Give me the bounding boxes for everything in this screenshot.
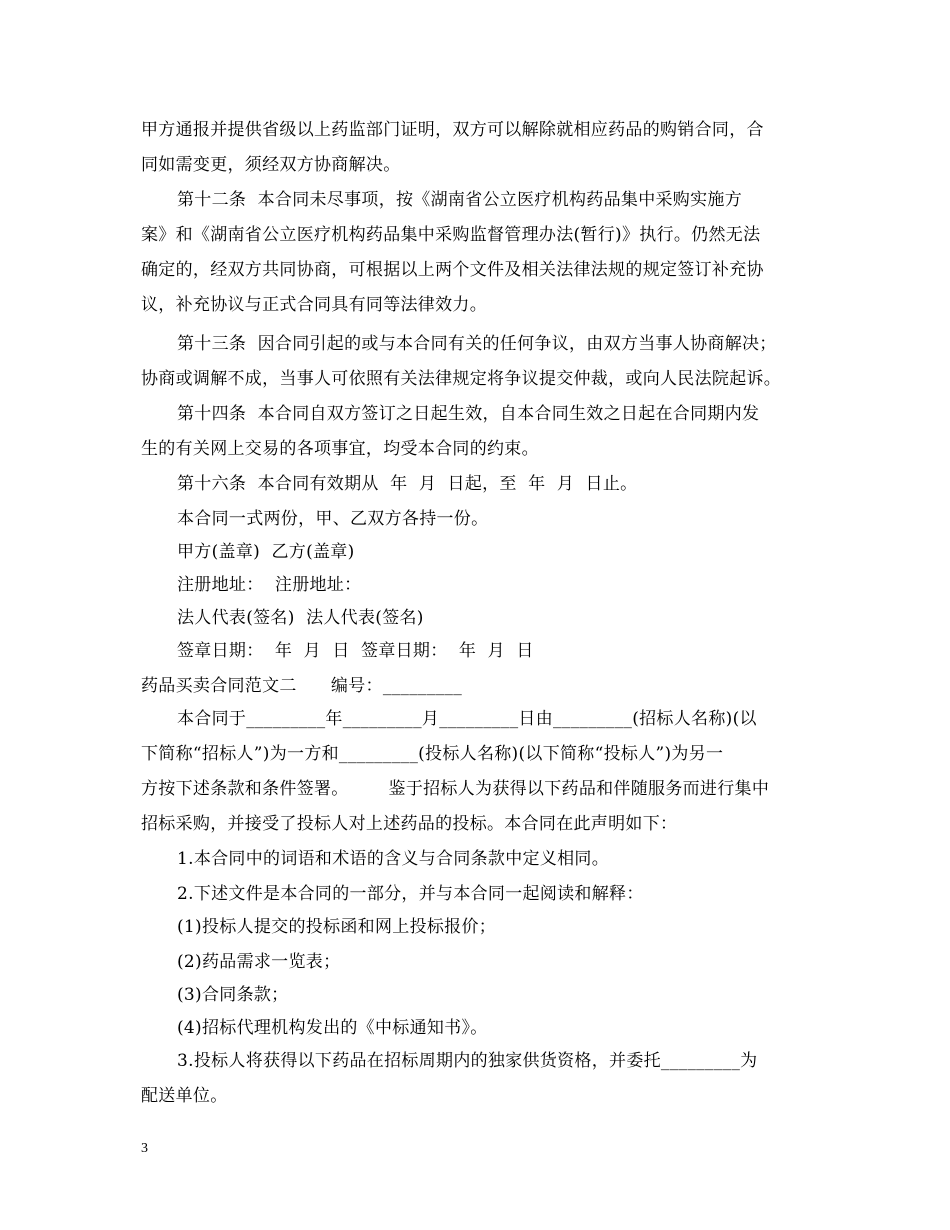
list-item: 1.本合同中的词语和术语的含义与合同条款中定义相同。	[177, 849, 610, 869]
list-item: (2)药品需求一览表；	[177, 952, 341, 972]
text-line: 议，补充协议与正式合同具有同等法律效力。	[141, 295, 487, 315]
text-line: 下简称“招标人”)为一方和_________(投标人名称)(以下简称“投标人”)为另一	[141, 744, 724, 764]
article-16-line: 第十六条 本合同有效期从 年 月 日起，至 年 月 日止。	[177, 474, 638, 494]
section-heading: 药品买卖合同范文二 编号：_________	[141, 676, 463, 696]
text-line: 本合同于_________年_________月_________日由_________(招标人名称)(以	[177, 709, 757, 729]
text-line: 案》和《湖南省公立医疗机构药品集中采购监督管理办法(暂行)》执行。仍然无法	[141, 225, 761, 245]
text-line: 甲方通报并提供省级以上药监部门证明，双方可以解除就相应药品的购销合同，合	[141, 120, 764, 140]
article-12-line: 第十二条 本合同未尽事项，按《湖南省公立医疗机构药品集中采购实施方	[177, 190, 743, 210]
list-item: 2.下述文件是本合同的一部分，并与本合同一起阅读和解释：	[177, 884, 644, 904]
text-line: 方按下述条款和条件签署。 鉴于招标人为获得以下药品和伴随服务而进行集中	[141, 779, 770, 799]
list-item: 3.投标人将获得以下药品在招标周期内的独家供货资格，并委托_________为	[177, 1051, 758, 1071]
text-line: 协商或调解不成，当事人可依照有关法律规定将争议提交仲裁，或向人民法院起诉。	[141, 369, 782, 389]
text-line: 招标采购，并接受了投标人对上述药品的投标。本合同在此声明如下：	[141, 814, 678, 834]
text-line: 配送单位。	[141, 1086, 228, 1106]
text-line: 确定的，经双方共同协商，可根据以上两个文件及相关法律法规的规定签订补充协	[141, 260, 764, 280]
article-14-line: 第十四条 本合同自双方签订之日起生效，自本合同生效之日起在合同期内发	[177, 404, 760, 424]
page-number: 3	[141, 1141, 148, 1156]
list-item: (4)招标代理机构发出的《中标通知书》。	[177, 1018, 488, 1038]
sign-date-line: 签章日期： 年 月 日 签章日期： 年 月 日	[177, 641, 534, 661]
copies-line: 本合同一式两份，甲、乙双方各持一份。	[177, 509, 489, 529]
text-line: 同如需变更，须经双方协商解决。	[141, 155, 401, 175]
article-13-line: 第十三条 因合同引起的或与本合同有关的任何争议，由双方当事人协商解决；	[177, 334, 777, 354]
text-line: 生的有关网上交易的各项事宜，均受本合同的约束。	[141, 439, 539, 459]
seal-line: 甲方(盖章) 乙方(盖章)	[177, 542, 355, 562]
address-line: 注册地址： 注册地址：	[177, 575, 362, 595]
list-item: (1)投标人提交的投标函和网上投标报价；	[177, 917, 497, 937]
representative-line: 法人代表(签名) 法人代表(签名)	[177, 608, 424, 628]
list-item: (3)合同条款；	[177, 985, 289, 1005]
